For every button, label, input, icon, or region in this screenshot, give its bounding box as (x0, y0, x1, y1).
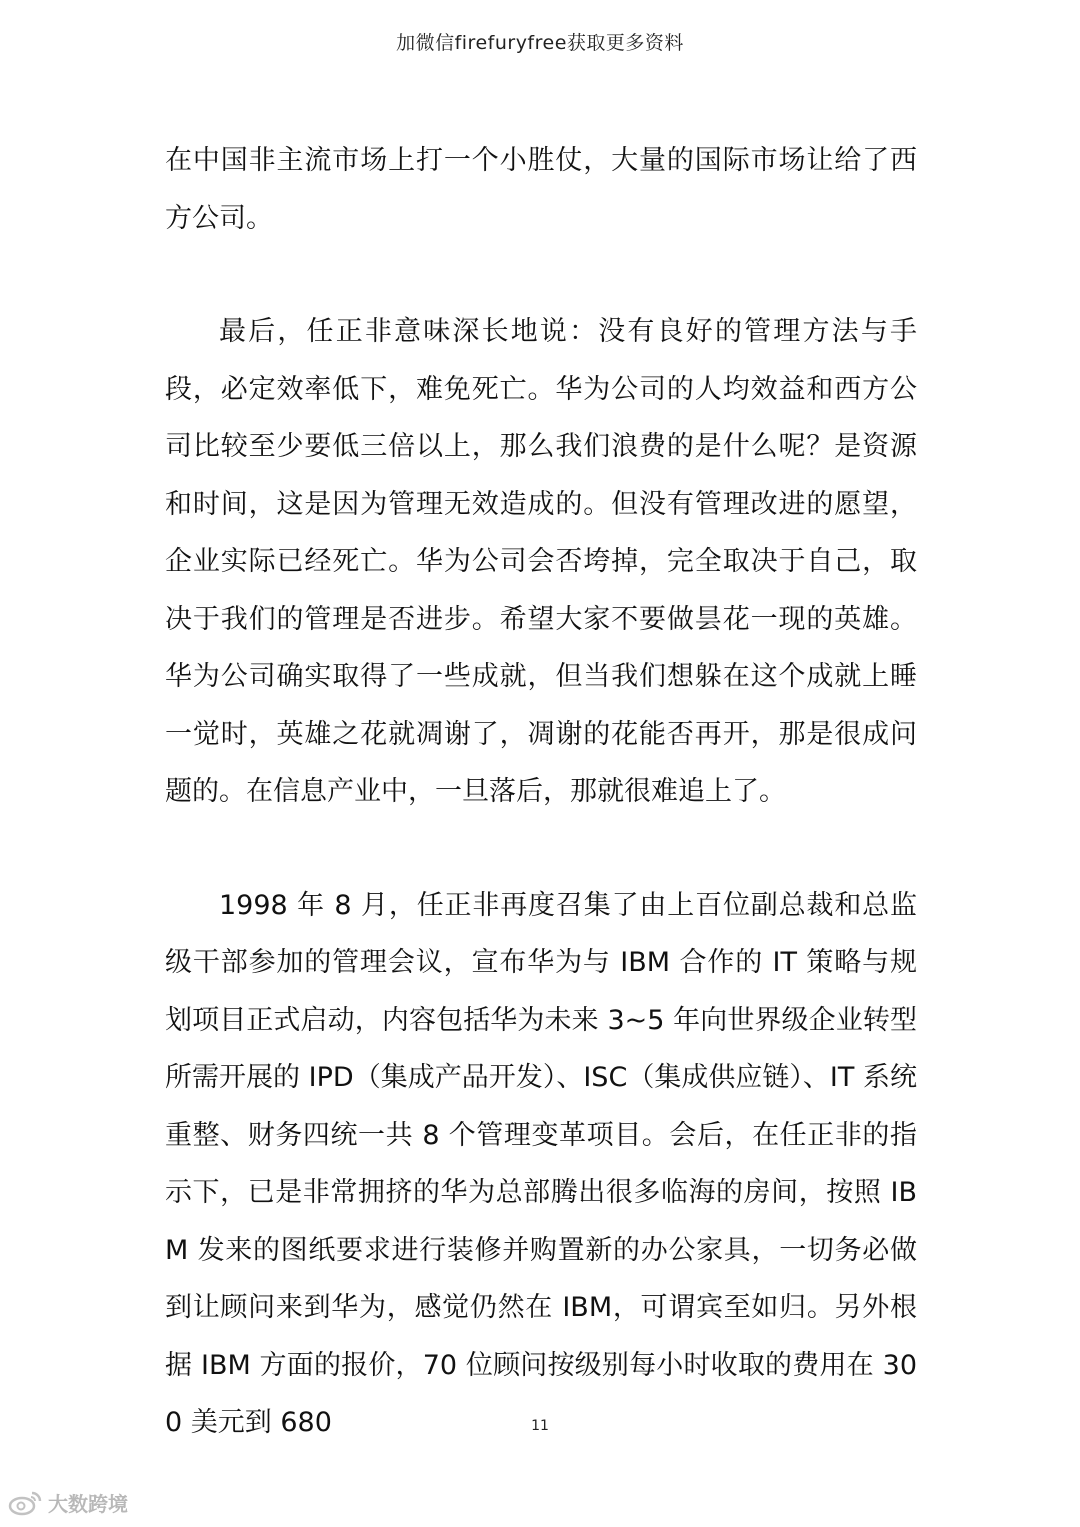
paragraph-continuation: 在中国非主流市场上打一个小胜仗，大量的国际市场让给了西方公司。 (165, 145, 917, 234)
watermark-text: 大数跨境 (48, 1492, 128, 1516)
paragraph-ibm-project: 1998 年 8 月，任正非再度召集了由上百位副总裁和总监级干部参加的管理会议，宣布华为与 IBM 合作的 IT 策略与规划项目正式启动，内容包括华为未来 3~5 年向世界级企业转型所需开展的 IPD（集成产品开发）、ISC（集成供应链）、IT 系统重整、财务四统一共 8 个管理变革项目。会后，在任正非的指示下，已是非常拥挤的华为总部腾出很多临海的房间，按照 IBM 发来的图纸要求进行装修并购置新的办公家具，一切务必做到让顾问来到华为，感觉仍然在 IBM，可谓宾至如归。另外根据 IBM 方面的报价，70 位顾问按级别每小时收取的费用在 300 美元到 680 (165, 889, 917, 1438)
paragraph-management-speech: 最后，任正非意味深长地说：没有良好的管理方法与手段，必定效率低下，难免死亡。华为公司的人均效益和西方公司比较至少要低三倍以上，那么我们浪费的是什么呢？是资源和时间，这是因为管理无效造成的。但没有管理改进的愿望，企业实际已经死亡。华为公司会否垮掉，完全取决于自己，取决于我们的管理是否进步。希望大家不要做昙花一现的英雄。华为公司确实取得了一些成就，但当我们想躲在这个成就上睡一觉时，英雄之花就凋谢了，凋谢的花能否再开，那是很成问题的。在信息产业中，一旦落后，那就很难追上了。 (165, 316, 917, 807)
weibo-logo-icon (8, 1489, 44, 1517)
page-body (165, 132, 917, 1452)
page-header: 加微信firefuryfree获取更多资料 (396, 32, 684, 54)
page-number: 11 (531, 1418, 549, 1434)
watermark (8, 1488, 128, 1517)
